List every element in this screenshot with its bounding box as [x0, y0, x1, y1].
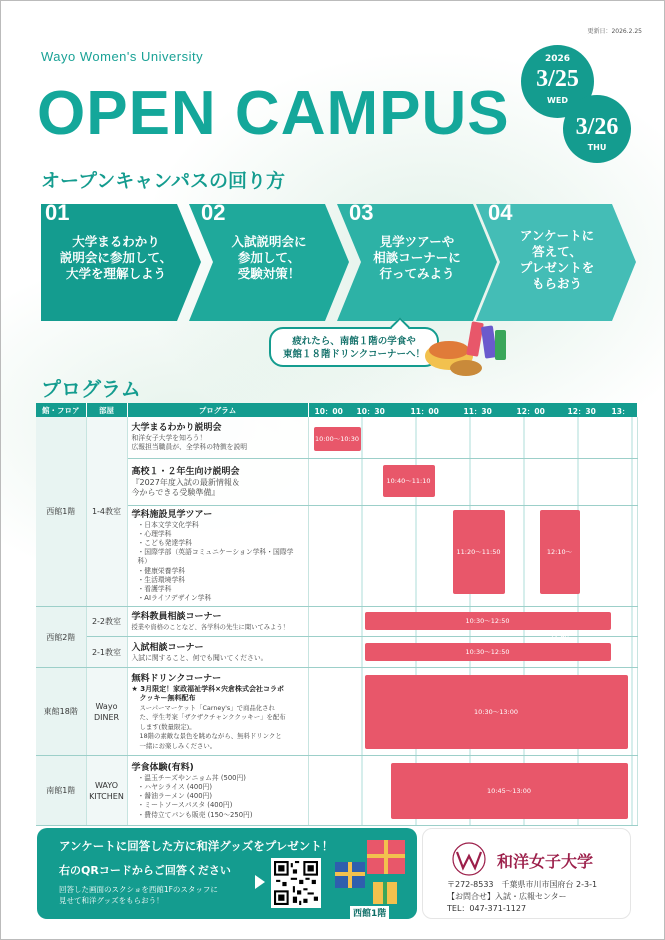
step-line: 行ってみよう [379, 266, 455, 281]
program-heading: プログラム [41, 377, 141, 401]
room-cell: 2-1教室 [86, 637, 127, 668]
table-header-row [36, 403, 637, 417]
timeline-cell [308, 637, 637, 668]
program-desc: 今からできる受験準備』 [131, 487, 220, 497]
step-number: 04 [488, 200, 513, 225]
date-year: 2026 [544, 54, 571, 64]
postal-address: 〒272-8533 千葉県市川市国府台 2-3-1 [447, 880, 598, 889]
table-row [36, 756, 637, 826]
phone-number[interactable]: TEL：047-371-1127 [447, 904, 527, 913]
program-cell [127, 668, 308, 756]
timeline-cell [308, 668, 637, 756]
list-item: ・心理学科 [137, 529, 172, 538]
step-line: 受験対策！ [237, 266, 301, 281]
date-badge-0326 [563, 95, 631, 163]
university-name-en: Wayo Women's University [41, 49, 204, 64]
university-name: 和洋女子大学 [497, 852, 594, 871]
step-text [498, 228, 616, 292]
list-item: ・日本文学文化学科 [137, 520, 199, 529]
howto-heading: オープンキャンパスの回り方 [41, 170, 285, 192]
list-item: ・温玉チーズやンニョム丼 (500円) [137, 773, 246, 782]
department-list [132, 521, 304, 604]
step-03 [337, 200, 497, 321]
header-floor: 館・フロア [36, 403, 86, 417]
time-tick: 10：00 [314, 407, 343, 416]
list-item: ・費侍立てパンも販売 (150～250円) [137, 810, 253, 819]
time-tick: 11：30 [463, 407, 492, 416]
program-desc: 一緒にお楽しみください。 [139, 741, 217, 750]
qr-code[interactable] [271, 858, 321, 908]
program-cell [127, 756, 308, 826]
time-tick: 10：30 [356, 407, 385, 416]
program-title: 学食体験(有料) [131, 762, 194, 773]
step-number: 02 [201, 200, 226, 225]
schedule-bar: 10:00～10:30 [314, 427, 361, 451]
table-row [36, 637, 637, 668]
rest-area-bubble [269, 327, 439, 367]
header-program: プログラム [127, 403, 308, 417]
step-line: 大学まるわかり [72, 234, 160, 249]
step-02 [189, 200, 349, 321]
list-item: ・こども発達学科 [137, 538, 192, 547]
floor-cell: 南館1階 [36, 756, 86, 826]
qr-code-icon [274, 861, 318, 905]
university-logo-icon [447, 841, 491, 877]
location-label: 西館1階 [350, 906, 389, 919]
contact-office: 【お問合せ】入試・広報センター [447, 892, 567, 901]
schedule-bar: 10:30～12:50 [365, 612, 611, 630]
program-desc: 和洋女子大学を知ろう！ [131, 433, 207, 442]
step-line: アンケートに [519, 228, 595, 243]
step-line: 相談コーナーに [373, 250, 461, 265]
table-row [36, 668, 637, 756]
list-item: ・生活環境学科 [137, 575, 186, 584]
arrow-right-icon [255, 875, 265, 889]
survey-qr-text: 右のQRコードからご回答ください [59, 864, 231, 877]
survey-note [59, 884, 218, 906]
floor-cell: 西館2階 [36, 607, 86, 668]
list-item: ・醤油ラーメン (400円) [137, 792, 212, 801]
program-cell [127, 417, 308, 458]
program-cell [127, 458, 308, 505]
bubble-line: 東館１８階ドリンクコーナーへ！ [282, 349, 426, 360]
date-value: 3/26 [575, 114, 619, 140]
timeline-cell [308, 607, 637, 637]
room-cell [86, 668, 127, 756]
survey-note-line: 見せて和洋グッズをもらおう！ [59, 896, 164, 905]
contact-card [422, 828, 631, 919]
floor-cell: 西館1階 [36, 417, 86, 607]
schedule-bar: 12:10～ [540, 510, 580, 594]
steps-flow [41, 200, 636, 321]
step-line: プレゼントを [519, 260, 595, 275]
room-name: KITCHEN [89, 791, 124, 801]
schedule-bar: 10:30～13:00 [365, 675, 628, 749]
step-line: 説明会に参加して、 [59, 250, 173, 265]
timeline-cell [308, 505, 637, 607]
time-tick: 13： [611, 407, 630, 416]
program-title: 無料ドリンクコーナー [131, 673, 222, 684]
table-row [36, 505, 637, 607]
timeline-cell [308, 756, 637, 826]
bubble-line: 疲れたら、南館１階の学食や [292, 336, 416, 347]
step-text [209, 234, 329, 282]
program-cell [127, 505, 308, 607]
survey-note-line: 回答した画面のスクショを西館1Fのスタッフに [59, 885, 218, 894]
room-cell: 2-2教室 [86, 607, 127, 637]
program-title: 学科教員相談コーナー [131, 612, 222, 623]
table-row [36, 458, 637, 505]
step-line: 参加して、 [237, 250, 301, 265]
survey-banner [37, 828, 417, 919]
list-item: ・健康栄養学科 [137, 566, 186, 575]
room-cell [86, 756, 127, 826]
step-line: もらおう [531, 276, 582, 291]
program-desc: 授業や資格のことなど、各学科の先生に聞いてみよう！ [131, 624, 289, 632]
step-text [51, 234, 181, 282]
schedule-bar: 10:45～13:00 [391, 763, 628, 819]
update-date: 更新日：2026.2.25 [587, 28, 642, 35]
step-01 [41, 200, 201, 321]
schedule-bar: 10:30～12:50 [365, 643, 611, 661]
schedule-bar: 10:40～11:10 [383, 465, 435, 497]
program-desc: 入試に関すること、何でも聞いてください。 [131, 653, 268, 662]
page-title: OPEN CAMPUS [37, 79, 510, 148]
program-title: 大学まるわかり説明会 [131, 422, 222, 433]
room-name: Wayo [95, 701, 118, 711]
food-drink-icon [421, 316, 511, 378]
table-row [36, 417, 637, 458]
program-highlight: ★ 3月限定！家政福祉学科×宍倉株式会社コラボ [131, 684, 284, 693]
step-number: 01 [45, 200, 70, 225]
time-tick: 11：00 [410, 407, 439, 416]
step-line: 答えて、 [532, 244, 582, 259]
program-desc: 『2027年度入試の最新情報＆ [131, 478, 240, 487]
program-table [36, 403, 638, 826]
list-item: ・AIライフデザイン学科 [137, 594, 212, 603]
list-item: ・ミートソースパスタ (400円) [137, 801, 233, 810]
list-item: ・国際学部（英語コミュニケーション学科・国際学科） [137, 548, 294, 566]
program-cell [127, 607, 308, 637]
survey-headline: アンケートに回答した方に和洋グッズをプレゼント！ [59, 839, 334, 853]
program-desc: します(数量限定)。 [139, 722, 196, 731]
program-cell [127, 637, 308, 668]
step-line: 見学ツアーや [379, 234, 455, 249]
program-title: 入試相談コーナー [131, 642, 204, 653]
date-weekday: THU [587, 143, 607, 152]
step-number: 03 [349, 200, 374, 225]
step-line: 入試説明会に [231, 234, 307, 249]
time-tick: 12：00 [516, 407, 545, 416]
header-room: 部屋 [86, 403, 127, 417]
program-desc: た、学生考案「ザクザクチャンククッキー」を配布 [139, 713, 286, 722]
program-title: 学科施設見学ツアー [131, 509, 213, 520]
date-weekday: WED [547, 96, 568, 105]
step-04 [476, 200, 636, 321]
time-tick: 12：30 [567, 407, 596, 416]
room-cell: 1-4教室 [86, 417, 127, 607]
floor-cell: 東館18階 [36, 668, 86, 756]
table-row [36, 607, 637, 637]
header-timeline [308, 403, 637, 417]
program-desc: 広報担当職員が、全学科の特徴を説明 [131, 443, 248, 452]
list-item: ・ハヤシライス (400円) [137, 783, 212, 792]
room-name: DINER [93, 712, 120, 722]
timeline-cell [308, 417, 637, 458]
room-name: WAYO [94, 780, 119, 790]
step-line: 大学を理解しよう [65, 266, 166, 281]
menu-list [132, 774, 304, 820]
list-item: ・看護学科 [137, 584, 172, 593]
program-highlight: クッキー無料配布 [139, 694, 196, 703]
step-text [357, 234, 477, 282]
program-desc: 18階の素敵な景色を眺めながら、無料ドリンクと [139, 732, 282, 741]
date-value: 3/25 [536, 66, 579, 92]
program-desc: スーパーマーケット「Carney's」で商品化され [139, 703, 275, 712]
schedule-bar: 11:20～11:50 [453, 510, 505, 594]
timeline-cell [308, 458, 637, 505]
program-title: 高校１・２年生向け説明会 [131, 467, 240, 477]
